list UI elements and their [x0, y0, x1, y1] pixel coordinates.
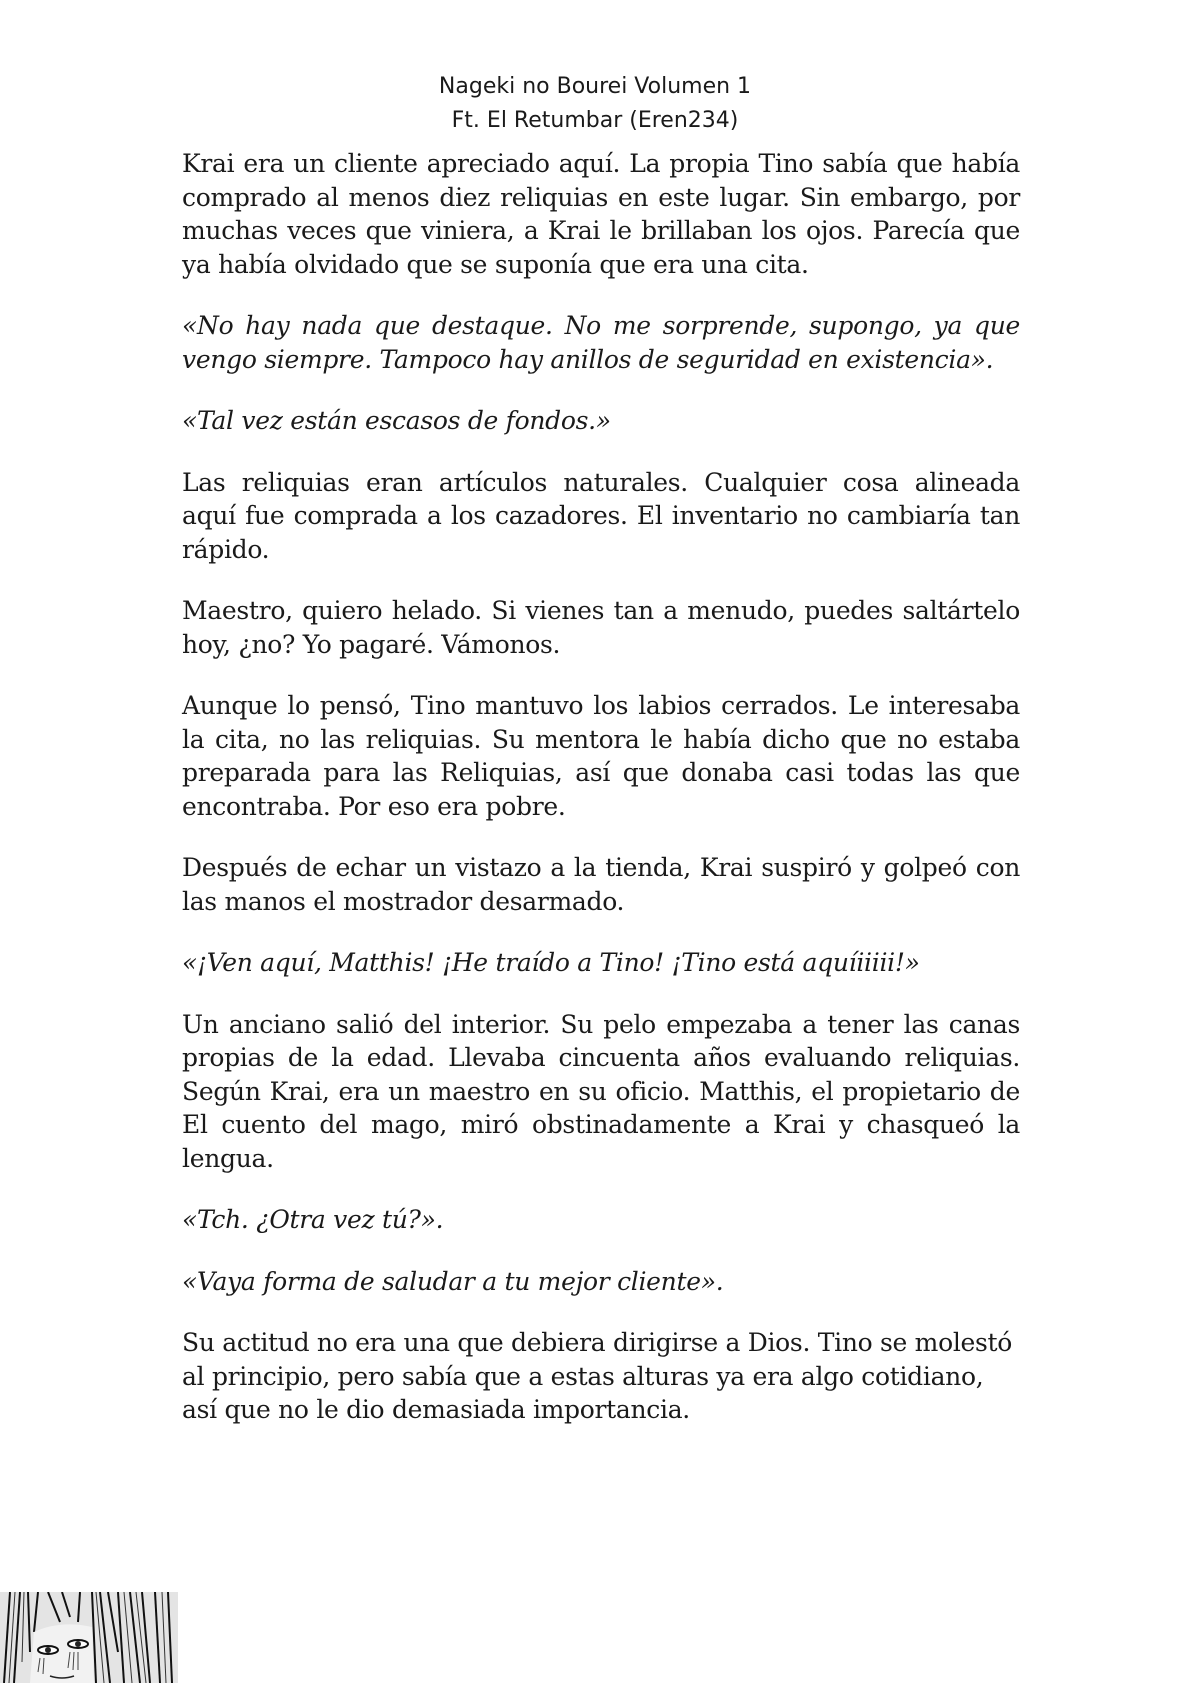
paragraph: Maestro, quiero helado. Si vienes tan a menudo, puedes saltártelo hoy, ¿no? Yo pagaré. Vámonos. — [182, 596, 1020, 659]
dialogue-paragraph: «Tal vez están escasos de fondos.» — [182, 406, 611, 435]
dialogue-paragraph: «Tch. ¿Otra vez tú?». — [182, 1205, 444, 1234]
page-header — [0, 70, 1190, 138]
paragraph: Aunque lo pensó, Tino mantuvo los labios cerrados. Le interesaba la cita, no las reliquias. Su mentora le había dicho que no estaba preparada para las Reliquias, así que donaba casi todas las que encontraba. Por eso era pobre. — [182, 691, 1020, 821]
header-credit: Ft. El Retumbar (Eren234) — [451, 108, 739, 133]
body-text — [182, 147, 1020, 1455]
dialogue-paragraph: «¡Ven aquí, Matthis! ¡He traído a Tino! ¡Tino está aquíiiiii!» — [182, 948, 920, 977]
paragraph: Después de echar un vistazo a la tienda, Krai suspiró y golpeó con las manos el mostrador desarmado. — [182, 853, 1020, 916]
paragraph: Su actitud no era una que debiera dirigirse a Dios. Tino se molestó al principio, pero sabía que a estas alturas ya era algo cotidiano, así que no le dio demasiada importancia. — [182, 1328, 1013, 1424]
dialogue-paragraph: «Vaya forma de saludar a tu mejor cliente». — [182, 1266, 724, 1296]
manga-character-image — [0, 1592, 178, 1683]
dialogue-paragraph: «No hay nada que destaque. No me sorprende, supongo, ya que vengo siempre. Tampoco hay anillos de seguridad en existencia». — [182, 311, 1020, 374]
paragraph: Las reliquias eran artículos naturales. Cualquier cosa alineada aquí fue comprada a los cazadores. El inventario no cambiaría tan rápido. — [182, 467, 1020, 564]
paragraph: Krai era un cliente apreciado aquí. La propia Tino sabía que había comprado al menos diez reliquias en este lugar. Sin embargo, por muchas veces que viniera, a Krai le brillaban los ojos. Parecía que ya había olvidado que se suponía que era una cita. — [182, 149, 1020, 279]
paragraph: Un anciano salió del interior. Su pelo empezaba a tener las canas propias de la edad. Llevaba cincuenta años evaluando reliquias. Según Krai, era un maestro en su oficio. Matthis, el propietario de El cuento del mago, miró obstinadamente a Krai y chasqueó la lengua. — [182, 1009, 1020, 1173]
header-title: Nageki no Bourei Volumen 1 — [438, 74, 752, 99]
